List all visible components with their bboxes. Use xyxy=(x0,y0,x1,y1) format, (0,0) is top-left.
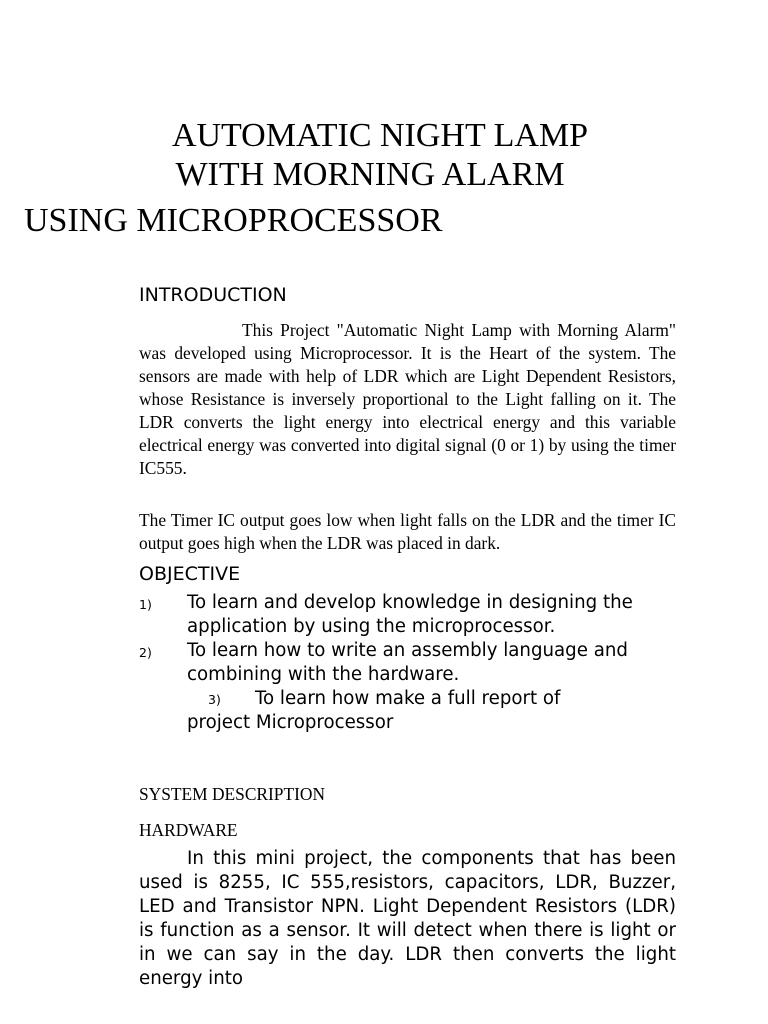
objective-heading: OBJECTIVE xyxy=(139,563,241,585)
system-description-heading: SYSTEM DESCRIPTION xyxy=(139,784,326,804)
title-line-1: AUTOMATIC NIGHT LAMP xyxy=(171,117,589,154)
hardware-paragraph: In this mini project, the components that has been used is 8255, IC 555,resistors, capacitors, LDR, Buzzer, LED and Transistor NPN. Light Dependent Resistors (LDR) is function as a sensor. It will detect when there is light or in we can say in the day. LDR then converts the light energy into xyxy=(139,848,676,989)
objective-item-1: To learn and develop knowledge in designing the application by using the microprocessor. xyxy=(187,592,633,637)
objective-number-3: 3) xyxy=(208,692,221,707)
objective-item-2: To learn how to write an assembly language and combining with the hardware. xyxy=(187,640,628,685)
objective-number-2: 2) xyxy=(139,645,152,660)
title-line-3: USING MICROPROCESSOR xyxy=(24,202,443,239)
objective-item-3-line-2: project Microprocessor xyxy=(187,712,394,733)
title-line-2: WITH MORNING ALARM xyxy=(175,156,565,193)
introduction-paragraph-1: This Project "Automatic Night Lamp with Morning Alarm" was developed using Microprocessor. It is the Heart of the system. The sensors are made with help of LDR which are Light Dependent Resistors, whose Resistance is inversely proportional to the Light falling on it. The LDR converts the light energy into electrical energy and this variable electrical energy was converted into digital signal (0 or 1) by using the timer IC555. xyxy=(139,320,676,478)
introduction-paragraph-2: The Timer IC output goes low when light falls on the LDR and the timer IC output goes high when the LDR was placed in dark. xyxy=(139,510,676,553)
objective-item-3-line-1: To learn how make a full report of xyxy=(255,688,561,709)
hardware-heading: HARDWARE xyxy=(139,820,238,840)
objective-number-1: 1) xyxy=(139,597,152,612)
introduction-heading: INTRODUCTION xyxy=(139,284,287,306)
